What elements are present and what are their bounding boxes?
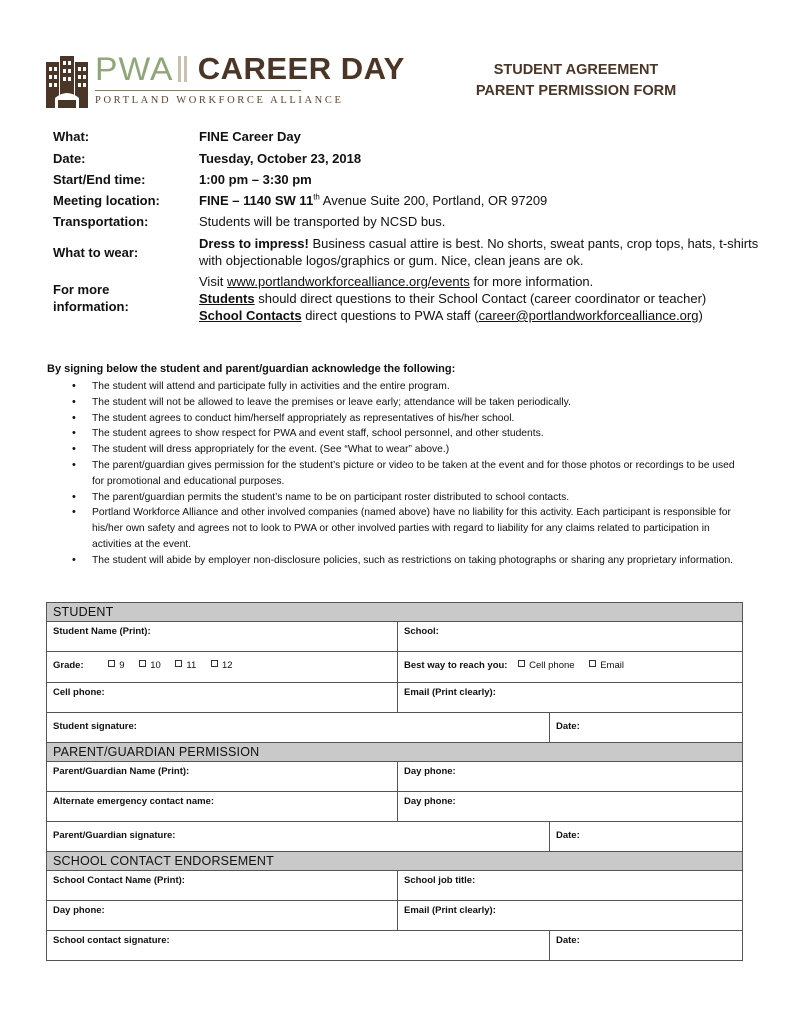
student-date-field[interactable] (549, 713, 742, 742)
grade-field (47, 652, 397, 682)
reach-cell-phone-checkbox[interactable]: Cell phone (518, 660, 574, 671)
list-item: • The parent/guardian permits the student’s name to be on participant roster distributed to school contacts. (72, 490, 744, 506)
info-more-line1 (199, 273, 759, 290)
student-contact-row (47, 683, 742, 713)
student-signature-row (47, 713, 742, 743)
info-wear-value (199, 235, 759, 269)
info-more-line2 (199, 290, 759, 307)
school-contact-section-heading: SCHOOL CONTACT ENDORSEMENT (47, 852, 742, 871)
grade-11-checkbox[interactable]: 11 (175, 660, 196, 671)
alt-contact-name-field[interactable] (47, 792, 397, 821)
school-contact-day-phone-field[interactable] (47, 901, 397, 930)
acknowledgment-heading: By signing below the student and parent/guardian acknowledge the following: (47, 363, 456, 375)
form-title-line2: PARENT PERMISSION FORM (475, 83, 677, 99)
parent-day-phone-field[interactable] (397, 762, 742, 791)
list-item: • The student will not be allowed to leave the premises or leave early; attendance will be taken periodically. (72, 395, 744, 411)
logo-career-day-text: CAREER DAY (197, 51, 405, 86)
info-more-label: For more information: (53, 282, 129, 314)
school-contact-signature-row (47, 931, 742, 960)
school-contact-date-label: Date: (556, 935, 580, 946)
reach-field (397, 652, 742, 682)
school-contact-name-row (47, 871, 742, 901)
info-what-label: What: (53, 129, 90, 144)
info-location-value-sup: th (313, 192, 320, 202)
student-name-field[interactable] (47, 622, 397, 651)
info-what-value: FINE Career Day (199, 129, 301, 144)
info-date-label: Date: (53, 151, 86, 166)
school-job-title-label: School job title: (404, 875, 476, 886)
school-contact-signature-field[interactable] (47, 931, 549, 960)
student-cell-label: Cell phone: (53, 687, 105, 698)
list-item: • The student will abide by employer non-disclosure policies, such as restrictions on taking photographs or sharing any proprietary information. (72, 553, 744, 569)
info-wear-label: What to wear: (53, 245, 139, 260)
acknowledgment-list (72, 379, 744, 569)
parent-name-field[interactable] (47, 762, 397, 791)
logo-pwa-text: PWA (95, 51, 174, 87)
info-more-line2-rest: should direct questions to their School Contact (career coordinator or teacher) (254, 291, 707, 306)
parent-name-row (47, 762, 742, 792)
alt-contact-row (47, 792, 742, 822)
info-more-line3-bold: School Contacts (199, 308, 302, 323)
school-contact-phone-row (47, 901, 742, 931)
student-school-field[interactable] (397, 622, 742, 651)
info-location-value-prefix: FINE – 1140 SW 11 (199, 193, 314, 208)
info-more-line1-suffix: for more information. (469, 274, 594, 289)
form-title-line1: STUDENT AGREEMENT (493, 62, 659, 78)
info-location-value-suffix: Avenue Suite 200, Portland, OR 97209 (319, 193, 548, 208)
info-location-label: Meeting location: (53, 193, 160, 208)
student-school-label: School: (404, 626, 439, 637)
student-email-label: Email (Print clearly): (404, 687, 496, 698)
student-signature-label: Student signature: (53, 721, 137, 732)
logo-subtitle: PORTLAND WORKFORCE ALLIANCE (95, 95, 344, 106)
info-date-value: Tuesday, October 23, 2018 (199, 151, 362, 166)
grade-10-checkbox[interactable]: 10 (139, 660, 161, 671)
student-cell-phone-field[interactable] (47, 683, 397, 712)
school-job-title-field[interactable] (397, 871, 742, 900)
logo-divider-bars (178, 56, 192, 82)
info-time-label: Start/End time: (53, 172, 146, 187)
list-item: • The student will dress appropriately for the event. (See “What to wear” above.) (72, 442, 744, 458)
signature-form (46, 602, 743, 961)
reach-label: Best way to reach you: (404, 660, 508, 671)
school-contact-email-field[interactable] (397, 901, 742, 930)
parent-signature-row (47, 822, 742, 852)
alt-day-phone-field[interactable] (397, 792, 742, 821)
parent-name-label: Parent/Guardian Name (Print): (53, 766, 190, 777)
grade-9-checkbox[interactable]: 9 (108, 660, 124, 671)
parent-signature-label: Parent/Guardian signature: (53, 830, 176, 841)
school-contact-name-label: School Contact Name (Print): (53, 875, 185, 886)
list-item: • The student agrees to conduct him/herself appropriately as representatives of his/her school. (72, 411, 744, 427)
info-more-line3 (199, 307, 759, 324)
student-email-field[interactable] (397, 683, 742, 712)
info-more-line1-prefix: Visit (199, 274, 227, 289)
logo-rule (95, 90, 301, 91)
parent-date-field[interactable] (549, 822, 742, 851)
student-name-row (47, 622, 742, 652)
info-location-value (199, 192, 759, 209)
list-item: • The parent/guardian gives permission for the student’s picture or video to be taken at the event and for those photos or recordings to be used for promotional and educational purposes. (72, 458, 744, 490)
school-contact-email-label: Email (Print clearly): (404, 905, 496, 916)
parent-day-phone-label: Day phone: (404, 766, 456, 777)
student-section-heading: STUDENT (47, 603, 742, 622)
career-email-link[interactable]: career@portlandworkforcealliance.org (478, 308, 699, 323)
list-item: • The student agrees to show respect for PWA and event staff, school personnel, and other students. (72, 426, 744, 442)
student-signature-field[interactable] (47, 713, 549, 742)
info-more-value (199, 273, 759, 324)
info-time-value: 1:00 pm – 3:30 pm (199, 172, 312, 187)
info-more-line3-end: ) (698, 308, 703, 323)
parent-section-heading: PARENT/GUARDIAN PERMISSION (47, 743, 742, 762)
pwa-events-link[interactable]: www.portlandworkforcealliance.org/events (226, 274, 470, 289)
logo-wordmark (95, 51, 405, 87)
list-item: • Portland Workforce Alliance and other involved companies (named above) have no liability for this activity. Each participant is responsible for his/her own safety and agrees not to look to PWA or other involved parties with regard to liability for any claims related to participation in activities at the event. (72, 505, 744, 552)
form-title (461, 60, 691, 102)
pwa-building-logo-icon (46, 56, 88, 108)
student-grade-row (47, 652, 742, 683)
student-name-label: Student Name (Print): (53, 626, 151, 637)
info-transportation-value: Students will be transported by NCSD bus. (199, 214, 446, 229)
school-contact-signature-label: School contact signature: (53, 935, 170, 946)
info-wear-value-rest: Business casual attire is best. No shorts, sweat pants, crop tops, hats, t-shirts with objectionable logos/graphics or gum. Nice, clean jeans are ok. (199, 236, 759, 268)
list-item: • The student will attend and participate fully in activities and the entire program. (72, 379, 744, 395)
parent-signature-field[interactable] (47, 822, 549, 851)
info-transportation-label: Transportation: (53, 214, 149, 229)
grade-label: Grade: (53, 660, 84, 671)
grade-12-checkbox[interactable]: 12 (211, 660, 233, 671)
alt-day-phone-label: Day phone: (404, 796, 456, 807)
school-contact-date-field[interactable] (549, 931, 742, 960)
alt-contact-label: Alternate emergency contact name: (53, 796, 215, 807)
parent-date-label: Date: (556, 830, 580, 841)
info-wear-value-bold: Dress to impress! (199, 236, 309, 251)
info-more-line2-bold: Students (199, 291, 255, 306)
school-contact-day-phone-label: Day phone: (53, 905, 105, 916)
student-date-label: Date: (556, 721, 580, 732)
reach-email-checkbox[interactable]: Email (589, 660, 624, 671)
school-contact-name-field[interactable] (47, 871, 397, 900)
info-more-line3-rest: direct questions to PWA staff ( (301, 308, 479, 323)
